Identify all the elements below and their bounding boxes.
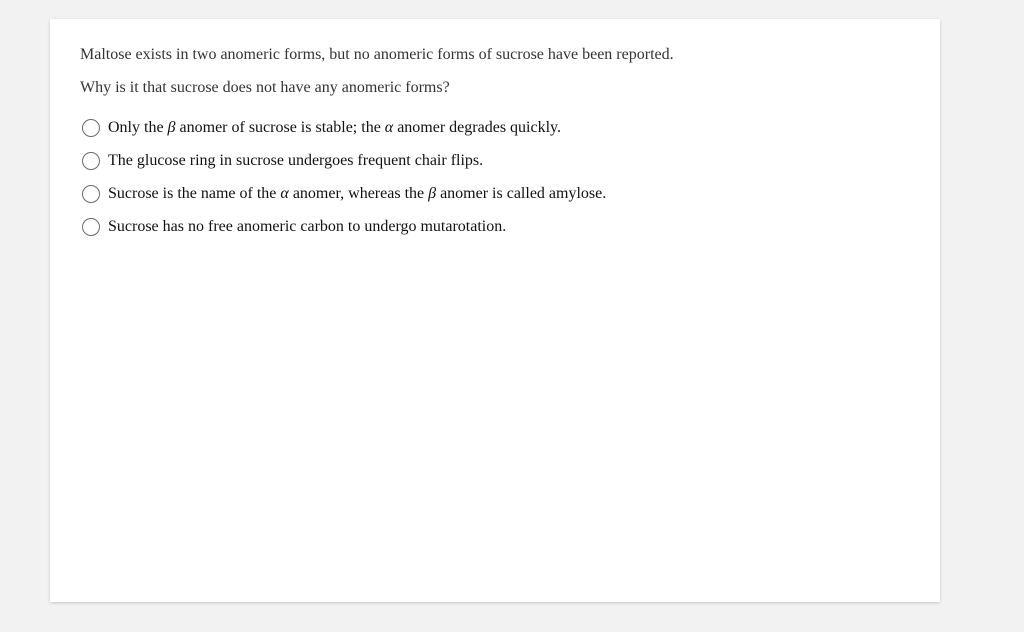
answer-option-2[interactable]	[82, 144, 606, 177]
option-3-text-b: anomer, whereas the	[288, 184, 429, 202]
answer-option-4[interactable]	[82, 210, 606, 243]
option-3-text-c: anomer is called amylose.	[436, 184, 607, 202]
radio-button-2[interactable]	[82, 152, 100, 170]
option-3-text-a: Sucrose is the name of the	[108, 184, 281, 202]
top-nav-sliver	[0, 0, 140, 3]
radio-button-3[interactable]	[82, 185, 100, 203]
option-1-text-a: Only the	[108, 118, 168, 136]
option-1-text-b: anomer of sucrose is stable; the	[175, 118, 385, 136]
beta-symbol: β	[428, 184, 437, 202]
beta-symbol: β	[167, 118, 176, 136]
radio-button-1[interactable]	[82, 119, 100, 137]
question-card	[50, 19, 940, 602]
alpha-symbol: α	[384, 118, 394, 136]
answer-option-2-label[interactable]	[108, 152, 483, 170]
option-4-text-a: Sucrose has no free anomeric carbon to undergo mutarotation.	[108, 217, 507, 235]
question-prompt: Why is it that sucrose does not have any anomeric forms?	[80, 79, 450, 96]
question-stem: Maltose exists in two anomeric forms, but no anomeric forms of sucrose have been reported.	[80, 46, 674, 63]
answer-option-1[interactable]	[82, 111, 606, 144]
radio-button-4[interactable]	[82, 218, 100, 236]
option-1-text-c: anomer degrades quickly.	[393, 118, 561, 136]
answer-option-3-label[interactable]	[108, 185, 606, 203]
answer-options	[82, 111, 606, 243]
option-2-text-a: The glucose ring in sucrose undergoes frequent chair flips.	[108, 151, 484, 169]
alpha-symbol: α	[280, 184, 289, 202]
answer-option-1-label[interactable]	[108, 119, 561, 137]
answer-option-4-label[interactable]	[108, 218, 506, 236]
answer-option-3[interactable]	[82, 177, 606, 210]
